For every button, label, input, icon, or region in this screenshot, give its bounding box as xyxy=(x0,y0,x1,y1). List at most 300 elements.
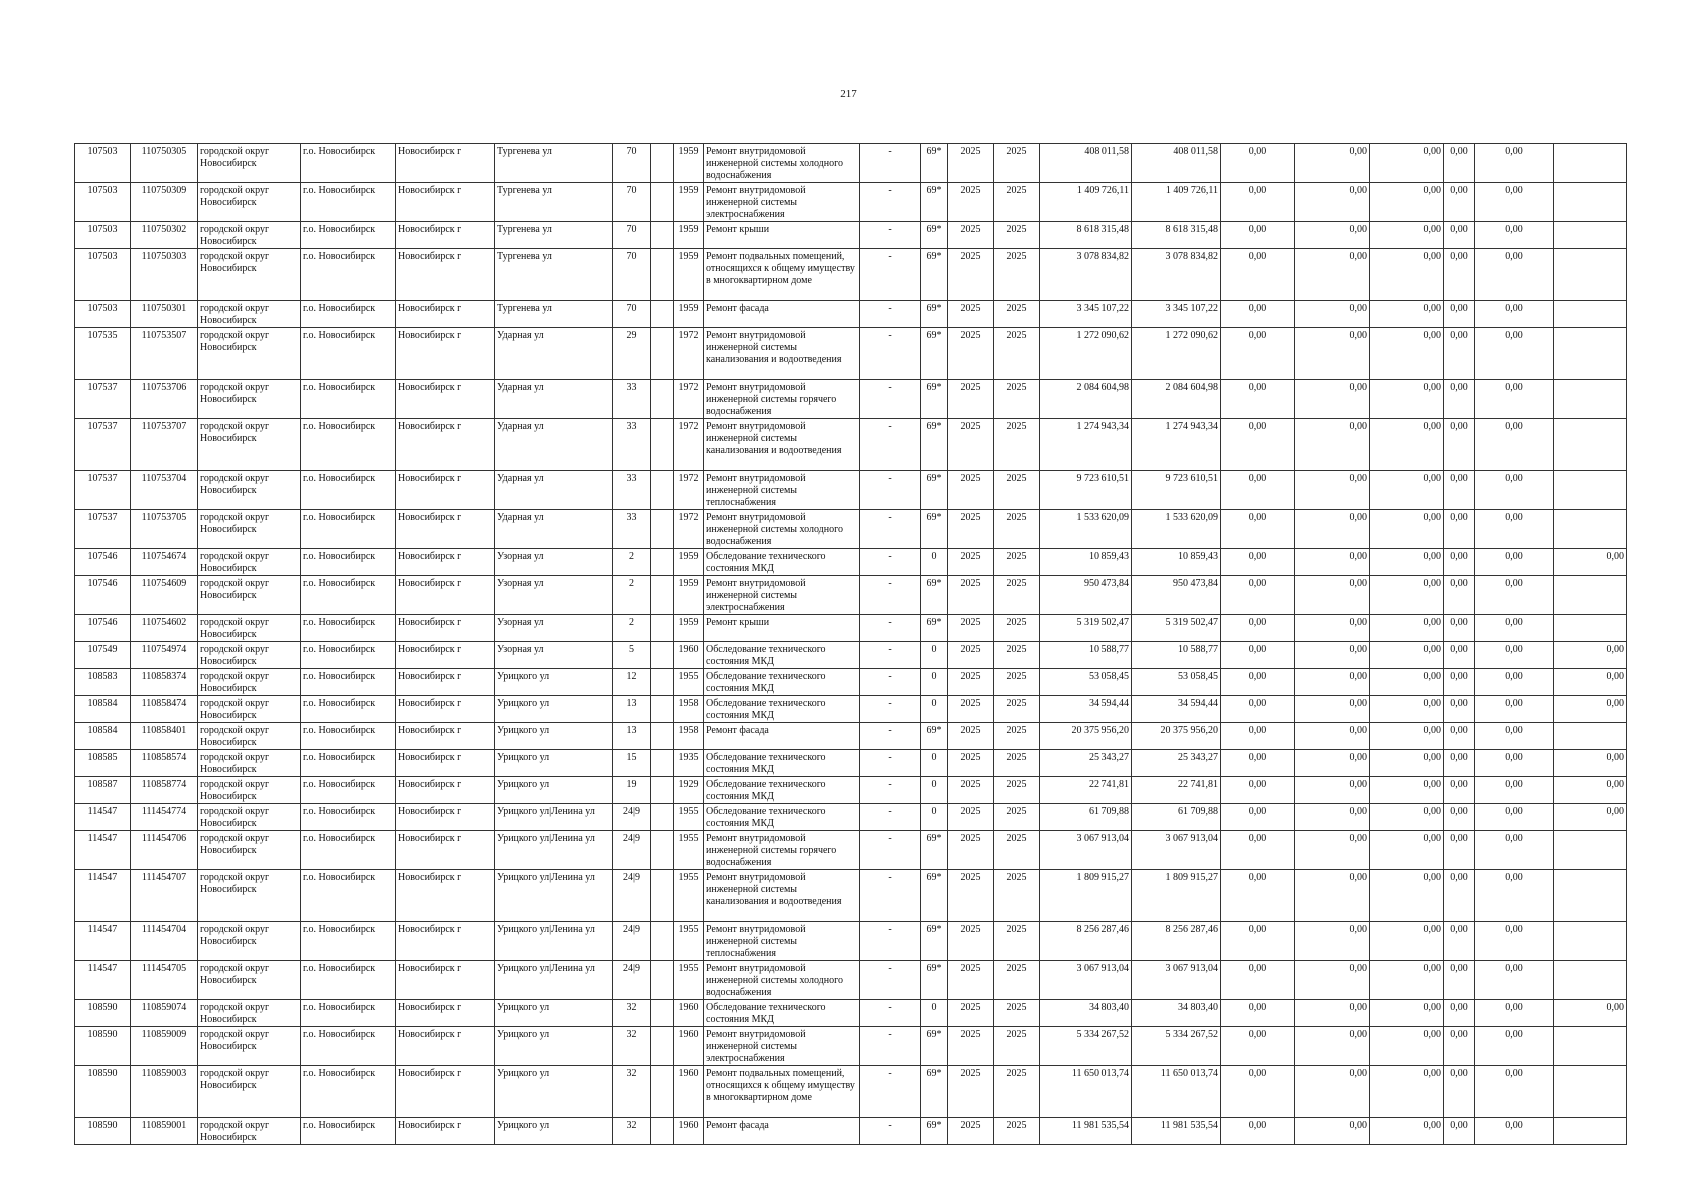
cell-build-year: 1959 xyxy=(674,183,704,222)
cell-work-code: 110858574 xyxy=(131,750,198,777)
cell-district: г.о. Новосибирск xyxy=(301,1118,396,1145)
cell-build-year: 1955 xyxy=(674,804,704,831)
cell-municipality: городской округ Новосибирск xyxy=(198,301,301,328)
cell-unit: - xyxy=(860,870,921,922)
cell-work-type: Обследование технического состояния МКД xyxy=(704,750,860,777)
cell-wear: 69* xyxy=(921,222,948,249)
cell-value-6: 0,00 xyxy=(1554,642,1627,669)
cell-street: Урицкого ул|Ленина ул xyxy=(495,804,613,831)
cell-cost-fund: 8 256 287,46 xyxy=(1132,922,1221,961)
table-row xyxy=(75,328,1627,380)
cell-year-end: 2025 xyxy=(994,642,1040,669)
cell-house-number: 13 xyxy=(613,723,651,750)
cell-unit: - xyxy=(860,1027,921,1066)
cell-value-6 xyxy=(1554,328,1627,380)
cell-wear: 69* xyxy=(921,576,948,615)
cell-value-6 xyxy=(1554,301,1627,328)
cell-value-6 xyxy=(1554,471,1627,510)
cell-build-year: 1959 xyxy=(674,222,704,249)
cell-value-1: 0,00 xyxy=(1221,961,1295,1000)
cell-year-end: 2025 xyxy=(994,1000,1040,1027)
cell-value-2: 0,00 xyxy=(1295,576,1370,615)
cell-settlement: Новосибирск г xyxy=(396,669,495,696)
cell-work-type: Обследование технического состояния МКД xyxy=(704,1000,860,1027)
cell-municipality: городской округ Новосибирск xyxy=(198,510,301,549)
cell-year-start: 2025 xyxy=(948,328,994,380)
cell-value-1: 0,00 xyxy=(1221,922,1295,961)
cell-unit: - xyxy=(860,615,921,642)
cell-cost-fund: 3 067 913,04 xyxy=(1132,961,1221,1000)
cell-unit: - xyxy=(860,144,921,183)
cell-municipality: городской округ Новосибирск xyxy=(198,804,301,831)
cell-street: Тургенева ул xyxy=(495,222,613,249)
cell-value-1: 0,00 xyxy=(1221,301,1295,328)
cell-value-6 xyxy=(1554,870,1627,922)
cell-work-type: Ремонт фасада xyxy=(704,301,860,328)
cell-value-4: 0,00 xyxy=(1444,642,1475,669)
cell-district: г.о. Новосибирск xyxy=(301,804,396,831)
cell-build-year: 1955 xyxy=(674,922,704,961)
cell-cost-total: 53 058,45 xyxy=(1040,669,1132,696)
cell-settlement: Новосибирск г xyxy=(396,471,495,510)
table-row xyxy=(75,870,1627,922)
cell-cost-fund: 1 274 943,34 xyxy=(1132,419,1221,471)
cell-street: Урицкого ул xyxy=(495,1027,613,1066)
cell-cost-total: 1 809 915,27 xyxy=(1040,870,1132,922)
cell-cost-total: 10 859,43 xyxy=(1040,549,1132,576)
cell-year-end: 2025 xyxy=(994,696,1040,723)
cell-street: Узорная ул xyxy=(495,615,613,642)
table-row xyxy=(75,1027,1627,1066)
cell-wear: 69* xyxy=(921,615,948,642)
cell-row-id: 114547 xyxy=(75,831,131,870)
cell-cost-total: 20 375 956,20 xyxy=(1040,723,1132,750)
cell-municipality: городской округ Новосибирск xyxy=(198,831,301,870)
cell-settlement: Новосибирск г xyxy=(396,1000,495,1027)
cell-value-4: 0,00 xyxy=(1444,249,1475,301)
cell-building xyxy=(651,328,674,380)
cell-value-3: 0,00 xyxy=(1370,723,1444,750)
cell-district: г.о. Новосибирск xyxy=(301,576,396,615)
cell-row-id: 107546 xyxy=(75,615,131,642)
cell-value-1: 0,00 xyxy=(1221,222,1295,249)
cell-street: Тургенева ул xyxy=(495,144,613,183)
cell-value-1: 0,00 xyxy=(1221,510,1295,549)
cell-year-end: 2025 xyxy=(994,249,1040,301)
cell-unit: - xyxy=(860,222,921,249)
cell-work-type: Ремонт внутридомовой инженерной системы холодного водоснабжения xyxy=(704,510,860,549)
cell-street: Узорная ул xyxy=(495,549,613,576)
cell-cost-fund: 20 375 956,20 xyxy=(1132,723,1221,750)
cell-work-type: Ремонт внутридомовой инженерной системы электроснабжения xyxy=(704,183,860,222)
cell-value-3: 0,00 xyxy=(1370,642,1444,669)
cell-year-start: 2025 xyxy=(948,777,994,804)
cell-wear: 0 xyxy=(921,696,948,723)
cell-value-3: 0,00 xyxy=(1370,380,1444,419)
cell-year-start: 2025 xyxy=(948,222,994,249)
cell-street: Узорная ул xyxy=(495,576,613,615)
cell-house-number: 2 xyxy=(613,615,651,642)
table-row xyxy=(75,471,1627,510)
cell-build-year: 1972 xyxy=(674,328,704,380)
cell-house-number: 70 xyxy=(613,183,651,222)
cell-value-6 xyxy=(1554,723,1627,750)
cell-build-year: 1959 xyxy=(674,576,704,615)
cell-settlement: Новосибирск г xyxy=(396,249,495,301)
cell-building xyxy=(651,549,674,576)
cell-cost-total: 3 078 834,82 xyxy=(1040,249,1132,301)
cell-year-start: 2025 xyxy=(948,804,994,831)
cell-work-code: 110750302 xyxy=(131,222,198,249)
cell-value-3: 0,00 xyxy=(1370,471,1444,510)
cell-value-1: 0,00 xyxy=(1221,419,1295,471)
cell-year-end: 2025 xyxy=(994,777,1040,804)
cell-value-2: 0,00 xyxy=(1295,510,1370,549)
cell-settlement: Новосибирск г xyxy=(396,380,495,419)
cell-unit: - xyxy=(860,380,921,419)
cell-value-6: 0,00 xyxy=(1554,777,1627,804)
cell-cost-fund: 53 058,45 xyxy=(1132,669,1221,696)
cell-municipality: городской округ Новосибирск xyxy=(198,1000,301,1027)
cell-work-code: 110750301 xyxy=(131,301,198,328)
cell-value-3: 0,00 xyxy=(1370,777,1444,804)
cell-year-end: 2025 xyxy=(994,510,1040,549)
cell-year-end: 2025 xyxy=(994,1066,1040,1118)
table-row xyxy=(75,723,1627,750)
cell-settlement: Новосибирск г xyxy=(396,183,495,222)
cell-house-number: 12 xyxy=(613,669,651,696)
cell-cost-fund: 10 859,43 xyxy=(1132,549,1221,576)
cell-cost-fund: 3 067 913,04 xyxy=(1132,831,1221,870)
cell-value-1: 0,00 xyxy=(1221,249,1295,301)
cell-wear: 69* xyxy=(921,249,948,301)
cell-year-start: 2025 xyxy=(948,144,994,183)
cell-building xyxy=(651,642,674,669)
cell-work-code: 110754602 xyxy=(131,615,198,642)
cell-work-type: Ремонт внутридомовой инженерной системы теплоснабжения xyxy=(704,471,860,510)
cell-value-6: 0,00 xyxy=(1554,1000,1627,1027)
cell-build-year: 1959 xyxy=(674,249,704,301)
table-row xyxy=(75,615,1627,642)
cell-row-id: 108590 xyxy=(75,1118,131,1145)
cell-unit: - xyxy=(860,471,921,510)
cell-value-6 xyxy=(1554,380,1627,419)
cell-work-code: 111454707 xyxy=(131,870,198,922)
cell-cost-fund: 5 319 502,47 xyxy=(1132,615,1221,642)
cell-work-code: 110859074 xyxy=(131,1000,198,1027)
cell-building xyxy=(651,696,674,723)
cell-street: Урицкого ул|Ленина ул xyxy=(495,870,613,922)
cell-year-start: 2025 xyxy=(948,249,994,301)
cell-work-code: 111454704 xyxy=(131,922,198,961)
cell-cost-total: 3 067 913,04 xyxy=(1040,961,1132,1000)
cell-cost-fund: 8 618 315,48 xyxy=(1132,222,1221,249)
cell-street: Ударная ул xyxy=(495,419,613,471)
cell-value-6: 0,00 xyxy=(1554,750,1627,777)
cell-row-id: 107549 xyxy=(75,642,131,669)
cell-work-type: Ремонт внутридомовой инженерной системы электроснабжения xyxy=(704,1027,860,1066)
cell-value-5: 0,00 xyxy=(1475,870,1554,922)
cell-value-3: 0,00 xyxy=(1370,922,1444,961)
cell-build-year: 1972 xyxy=(674,380,704,419)
cell-value-6 xyxy=(1554,1118,1627,1145)
cell-wear: 69* xyxy=(921,723,948,750)
cell-cost-total: 1 272 090,62 xyxy=(1040,328,1132,380)
cell-district: г.о. Новосибирск xyxy=(301,222,396,249)
cell-row-id: 114547 xyxy=(75,870,131,922)
cell-value-5: 0,00 xyxy=(1475,804,1554,831)
cell-value-5: 0,00 xyxy=(1475,183,1554,222)
cell-work-code: 110858374 xyxy=(131,669,198,696)
cell-value-1: 0,00 xyxy=(1221,183,1295,222)
cell-value-4: 0,00 xyxy=(1444,183,1475,222)
cell-wear: 69* xyxy=(921,1027,948,1066)
cell-house-number: 70 xyxy=(613,222,651,249)
cell-district: г.о. Новосибирск xyxy=(301,723,396,750)
cell-value-1: 0,00 xyxy=(1221,1000,1295,1027)
cell-street: Урицкого ул xyxy=(495,669,613,696)
cell-unit: - xyxy=(860,1000,921,1027)
cell-settlement: Новосибирск г xyxy=(396,922,495,961)
cell-value-6 xyxy=(1554,831,1627,870)
cell-value-2: 0,00 xyxy=(1295,1027,1370,1066)
cell-value-1: 0,00 xyxy=(1221,777,1295,804)
cell-build-year: 1955 xyxy=(674,961,704,1000)
cell-row-id: 108590 xyxy=(75,1066,131,1118)
cell-cost-total: 9 723 610,51 xyxy=(1040,471,1132,510)
cell-settlement: Новосибирск г xyxy=(396,301,495,328)
cell-wear: 69* xyxy=(921,922,948,961)
cell-value-6: 0,00 xyxy=(1554,804,1627,831)
cell-cost-total: 408 011,58 xyxy=(1040,144,1132,183)
cell-street: Ударная ул xyxy=(495,510,613,549)
cell-value-1: 0,00 xyxy=(1221,615,1295,642)
cell-value-1: 0,00 xyxy=(1221,1027,1295,1066)
cell-year-end: 2025 xyxy=(994,723,1040,750)
cell-settlement: Новосибирск г xyxy=(396,576,495,615)
cell-cost-total: 34 594,44 xyxy=(1040,696,1132,723)
cell-year-end: 2025 xyxy=(994,669,1040,696)
cell-value-2: 0,00 xyxy=(1295,922,1370,961)
cell-unit: - xyxy=(860,576,921,615)
cell-cost-fund: 1 533 620,09 xyxy=(1132,510,1221,549)
cell-value-5: 0,00 xyxy=(1475,1118,1554,1145)
cell-value-1: 0,00 xyxy=(1221,696,1295,723)
cell-value-5: 0,00 xyxy=(1475,723,1554,750)
cell-value-3: 0,00 xyxy=(1370,750,1444,777)
cell-value-4: 0,00 xyxy=(1444,615,1475,642)
cell-value-2: 0,00 xyxy=(1295,249,1370,301)
cell-work-type: Ремонт внутридомовой инженерной системы канализования и водоотведения xyxy=(704,328,860,380)
cell-value-3: 0,00 xyxy=(1370,144,1444,183)
cell-year-start: 2025 xyxy=(948,549,994,576)
cell-work-code: 110750305 xyxy=(131,144,198,183)
cell-cost-total: 25 343,27 xyxy=(1040,750,1132,777)
cell-value-2: 0,00 xyxy=(1295,723,1370,750)
cell-settlement: Новосибирск г xyxy=(396,549,495,576)
cell-wear: 69* xyxy=(921,1066,948,1118)
cell-cost-fund: 34 803,40 xyxy=(1132,1000,1221,1027)
cell-house-number: 32 xyxy=(613,1000,651,1027)
cell-value-5: 0,00 xyxy=(1475,831,1554,870)
cell-value-4: 0,00 xyxy=(1444,144,1475,183)
cell-municipality: городской округ Новосибирск xyxy=(198,723,301,750)
cell-district: г.о. Новосибирск xyxy=(301,380,396,419)
cell-cost-fund: 22 741,81 xyxy=(1132,777,1221,804)
cell-municipality: городской округ Новосибирск xyxy=(198,1118,301,1145)
cell-value-5: 0,00 xyxy=(1475,961,1554,1000)
cell-row-id: 108590 xyxy=(75,1027,131,1066)
cell-unit: - xyxy=(860,642,921,669)
cell-district: г.о. Новосибирск xyxy=(301,1000,396,1027)
cell-unit: - xyxy=(860,1118,921,1145)
cell-building xyxy=(651,922,674,961)
cell-year-start: 2025 xyxy=(948,380,994,419)
cell-street: Тургенева ул xyxy=(495,249,613,301)
cell-build-year: 1960 xyxy=(674,1000,704,1027)
cell-house-number: 33 xyxy=(613,471,651,510)
cell-building xyxy=(651,183,674,222)
cell-street: Ударная ул xyxy=(495,471,613,510)
cell-municipality: городской округ Новосибирск xyxy=(198,750,301,777)
cell-value-4: 0,00 xyxy=(1444,576,1475,615)
cell-year-end: 2025 xyxy=(994,1027,1040,1066)
cell-municipality: городской округ Новосибирск xyxy=(198,471,301,510)
cell-work-code: 110753705 xyxy=(131,510,198,549)
cell-year-end: 2025 xyxy=(994,870,1040,922)
cell-street: Урицкого ул|Ленина ул xyxy=(495,961,613,1000)
cell-row-id: 107503 xyxy=(75,183,131,222)
cell-value-5: 0,00 xyxy=(1475,249,1554,301)
cell-cost-fund: 1 272 090,62 xyxy=(1132,328,1221,380)
cell-value-4: 0,00 xyxy=(1444,510,1475,549)
table-row xyxy=(75,419,1627,471)
cell-year-end: 2025 xyxy=(994,576,1040,615)
cell-municipality: городской округ Новосибирск xyxy=(198,328,301,380)
cell-value-4: 0,00 xyxy=(1444,1118,1475,1145)
cell-value-2: 0,00 xyxy=(1295,144,1370,183)
cell-value-5: 0,00 xyxy=(1475,615,1554,642)
cell-cost-total: 34 803,40 xyxy=(1040,1000,1132,1027)
cell-work-code: 110858774 xyxy=(131,777,198,804)
cell-value-1: 0,00 xyxy=(1221,380,1295,419)
cell-wear: 0 xyxy=(921,549,948,576)
cell-year-start: 2025 xyxy=(948,419,994,471)
cell-municipality: городской округ Новосибирск xyxy=(198,615,301,642)
cell-street: Тургенева ул xyxy=(495,301,613,328)
cell-work-code: 110750309 xyxy=(131,183,198,222)
cell-settlement: Новосибирск г xyxy=(396,510,495,549)
cell-year-end: 2025 xyxy=(994,380,1040,419)
cell-wear: 0 xyxy=(921,669,948,696)
cell-value-4: 0,00 xyxy=(1444,804,1475,831)
cell-building xyxy=(651,301,674,328)
cell-district: г.о. Новосибирск xyxy=(301,1027,396,1066)
cell-street: Урицкого ул xyxy=(495,1066,613,1118)
cell-value-3: 0,00 xyxy=(1370,669,1444,696)
cell-settlement: Новосибирск г xyxy=(396,1027,495,1066)
cell-work-code: 110859009 xyxy=(131,1027,198,1066)
cell-value-3: 0,00 xyxy=(1370,249,1444,301)
cell-cost-total: 5 334 267,52 xyxy=(1040,1027,1132,1066)
cell-year-end: 2025 xyxy=(994,961,1040,1000)
cell-row-id: 108590 xyxy=(75,1000,131,1027)
cell-unit: - xyxy=(860,328,921,380)
cell-work-type: Ремонт внутридомовой инженерной системы теплоснабжения xyxy=(704,922,860,961)
cell-house-number: 32 xyxy=(613,1066,651,1118)
cell-cost-fund: 950 473,84 xyxy=(1132,576,1221,615)
cell-unit: - xyxy=(860,549,921,576)
cell-value-1: 0,00 xyxy=(1221,1118,1295,1145)
cell-municipality: городской округ Новосибирск xyxy=(198,249,301,301)
cell-year-start: 2025 xyxy=(948,750,994,777)
cell-municipality: городской округ Новосибирск xyxy=(198,777,301,804)
cell-municipality: городской округ Новосибирск xyxy=(198,144,301,183)
cell-year-end: 2025 xyxy=(994,804,1040,831)
cell-settlement: Новосибирск г xyxy=(396,419,495,471)
cell-value-6 xyxy=(1554,510,1627,549)
table-row xyxy=(75,144,1627,183)
cell-unit: - xyxy=(860,831,921,870)
cell-municipality: городской округ Новосибирск xyxy=(198,549,301,576)
cell-wear: 69* xyxy=(921,144,948,183)
cell-year-end: 2025 xyxy=(994,750,1040,777)
cell-year-end: 2025 xyxy=(994,615,1040,642)
cell-row-id: 114547 xyxy=(75,804,131,831)
cell-district: г.о. Новосибирск xyxy=(301,549,396,576)
cell-year-start: 2025 xyxy=(948,870,994,922)
cell-row-id: 107537 xyxy=(75,471,131,510)
cell-settlement: Новосибирск г xyxy=(396,831,495,870)
table-row xyxy=(75,922,1627,961)
cell-value-6 xyxy=(1554,576,1627,615)
cell-value-5: 0,00 xyxy=(1475,328,1554,380)
cell-municipality: городской округ Новосибирск xyxy=(198,183,301,222)
cell-value-3: 0,00 xyxy=(1370,183,1444,222)
cell-value-2: 0,00 xyxy=(1295,961,1370,1000)
cell-value-3: 0,00 xyxy=(1370,1027,1444,1066)
cell-work-type: Обследование технического состояния МКД xyxy=(704,696,860,723)
table-row xyxy=(75,804,1627,831)
cell-work-type: Ремонт внутридомовой инженерной системы холодного водоснабжения xyxy=(704,144,860,183)
cell-street: Урицкого ул xyxy=(495,750,613,777)
cell-work-code: 111454774 xyxy=(131,804,198,831)
cell-work-code: 110750303 xyxy=(131,249,198,301)
cell-district: г.о. Новосибирск xyxy=(301,750,396,777)
cell-year-end: 2025 xyxy=(994,831,1040,870)
cell-cost-total: 1 409 726,11 xyxy=(1040,183,1132,222)
cell-work-type: Ремонт внутридомовой инженерной системы канализования и водоотведения xyxy=(704,870,860,922)
cell-district: г.о. Новосибирск xyxy=(301,249,396,301)
cell-year-end: 2025 xyxy=(994,183,1040,222)
cell-value-1: 0,00 xyxy=(1221,576,1295,615)
cell-municipality: городской округ Новосибирск xyxy=(198,922,301,961)
cell-value-4: 0,00 xyxy=(1444,723,1475,750)
cell-year-end: 2025 xyxy=(994,301,1040,328)
cell-year-end: 2025 xyxy=(994,922,1040,961)
cell-value-3: 0,00 xyxy=(1370,696,1444,723)
cell-wear: 69* xyxy=(921,510,948,549)
cell-value-3: 0,00 xyxy=(1370,328,1444,380)
cell-value-5: 0,00 xyxy=(1475,380,1554,419)
cell-build-year: 1955 xyxy=(674,870,704,922)
table-row xyxy=(75,301,1627,328)
cell-value-4: 0,00 xyxy=(1444,750,1475,777)
cell-house-number: 70 xyxy=(613,301,651,328)
cell-row-id: 107546 xyxy=(75,549,131,576)
cell-street: Тургенева ул xyxy=(495,183,613,222)
cell-cost-fund: 61 709,88 xyxy=(1132,804,1221,831)
